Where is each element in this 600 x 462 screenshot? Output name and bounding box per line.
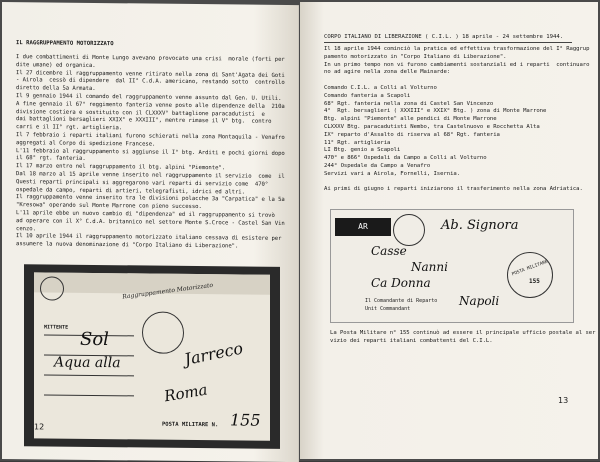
body-line: A fine gennaio il 67° reggimento fanteria venne posto alle dipendenze della 210a bbox=[16, 100, 285, 110]
handwriting-1: Sol bbox=[80, 328, 109, 351]
body-line: Il 17 marzo entro nel raggruppamento il btg. alpini "Piemonte". bbox=[16, 163, 226, 172]
body-line: Questi reparti principali si aggregarono vari reparti di servizio come 470° bbox=[16, 178, 269, 188]
posta-militare-label: POSTA MILITARE N. bbox=[162, 421, 219, 429]
body-line: divisione costiera e sostituito con il CLXXXV° battaglione paracadutisti e bbox=[16, 108, 265, 118]
body-line: CLXXXV Btg. paracadutisti Nembo, tra Castelnuovo e Rocchetta Alta bbox=[324, 124, 540, 130]
body-line: Il 7 febbraio i reparti italiani furono schierati nella zona Montaquila - Venafro bbox=[16, 132, 285, 141]
handwritten-number: 155 bbox=[230, 410, 261, 430]
body-line: Il 27 dicembre il raggruppamento venne ritirato nella zona di Sant'Agata dei Goti bbox=[16, 69, 285, 79]
body-line: Comando C.I.L. a Colli al Volturno bbox=[324, 85, 437, 91]
envelope-stamp-1 bbox=[393, 214, 425, 246]
envelope-unit-label: Unit Commandant bbox=[365, 306, 411, 312]
body-line: "Kresowa" operando sul Monte Marrone con pieno successo. bbox=[16, 202, 202, 211]
body-line: aggregati al Corpo di spedizione Francese. bbox=[16, 139, 156, 148]
left-page-number: 12 bbox=[34, 422, 45, 432]
body-line: Comando fanteria a Scapoli bbox=[324, 92, 411, 99]
envelope-sender-label: Il Comandante di Reparto bbox=[365, 298, 438, 304]
caption-line: La Posta Militare n° 155 continuò ad essere il principale ufficio postale al ser bbox=[330, 330, 596, 336]
envelope-posta-label: POSTA MILITARE bbox=[511, 259, 549, 278]
handwriting-4: Roma bbox=[162, 380, 209, 406]
right-page bbox=[300, 2, 598, 459]
body-line: 4° Rgt. bersaglieri ( XXXIII° e XXIX° Btg. ) zona di Monte Marrone bbox=[324, 108, 547, 115]
body-line: In un primo tempo non vi furono cambiamenti sostanziali ed i reparti continuaro bbox=[324, 61, 590, 68]
body-line: L'11 aprile ebbe un nuovo cambio di "dipendenza" ed il raggruppamento si trovò bbox=[16, 210, 275, 219]
envelope-handwriting: Napoli bbox=[459, 294, 500, 308]
airmail-label: AR bbox=[335, 218, 391, 236]
right-heading: CORPO ITALIANO DI LIBERAZIONE ( C.I.L. ) 18 aprile - 24 settembre 1944. bbox=[324, 34, 564, 40]
envelope-stamp-number: 155 bbox=[529, 278, 540, 285]
left-page bbox=[2, 2, 299, 462]
body-line: Dal 18 marzo al 15 aprile venne inserito nel raggruppamento il servizio come il bbox=[16, 171, 285, 180]
envelope-address-3: Nanni bbox=[411, 260, 448, 274]
postcard-photo bbox=[24, 264, 280, 449]
right-page-number: 13 bbox=[558, 396, 569, 405]
envelope-address-4: Ca Donna bbox=[371, 276, 431, 290]
body-line: I due combattimenti di Monte Lungo avevano provocato una crisi morale (forti per bbox=[16, 54, 285, 63]
left-heading: IL RAGGRUPPAMENTO MOTORIZZATO bbox=[16, 40, 114, 48]
body-line: dite umane) ed organica. bbox=[16, 61, 96, 69]
body-line: 244° Ospedale da Campo a Venafro bbox=[324, 163, 431, 169]
postmark-stamp-1 bbox=[40, 276, 64, 300]
body-line: Ai primi di giugno i reparti iniziarono il trasferimento nella zona Adriatica. bbox=[324, 186, 583, 193]
body-line: IX° reparto d'Assalto di riserva al 68° Rgt. fanteria bbox=[324, 131, 500, 138]
body-line: L'11 febbraio al raggruppamento si aggiunse il I° btg. Arditi e pochi giorni dopo bbox=[16, 147, 285, 157]
body-line: Il 9 gennaio 1944 il comando del raggruppamento venne assunto dal Gen. U. Utili. bbox=[16, 93, 282, 102]
body-line: pamento motorizzato in "Corpo Italiano di Liberazione". bbox=[324, 53, 507, 60]
postmark-stamp-2 bbox=[142, 311, 184, 353]
envelope-photo bbox=[330, 209, 574, 323]
body-line: Btg. alpini "Piemonte" alle pendici di Monte Marrone bbox=[324, 116, 497, 123]
body-line: assumere la nuova denominazione di "Corpo Italiano di Liberazione". bbox=[16, 241, 239, 250]
body-line: Servizi vari a Airola, Fornelli, Isernia. bbox=[324, 170, 461, 177]
envelope-address-1: Ab. Signora bbox=[441, 218, 519, 233]
body-line: cenzo. bbox=[16, 225, 36, 232]
body-line: ad operare con il X° C.d.A. britannico nel settore Monte S.Croce - Castel San Vin bbox=[16, 217, 285, 227]
caption-line: vizio dei reparti italiani combattenti del C.I.L. bbox=[330, 337, 493, 344]
postcard bbox=[34, 272, 270, 440]
body-line: 11° Rgt. artiglieria bbox=[324, 139, 391, 146]
body-line: ospedale da campo, reparti di artieri, telegrafisti, idrici ed altri. bbox=[16, 186, 245, 196]
body-line: 68° Rgt. fanteria nella zona di Castel San Vincenzo bbox=[324, 100, 494, 107]
body-line: dai battaglioni bersaglieri XXIX° e XXXIII°, mentre rimase il V° btg. contro bbox=[16, 116, 272, 126]
body-line: - Airola cessò di dipendere dal II° C.d.A. americano, restando sotto controllo bbox=[16, 77, 285, 87]
left-body-text bbox=[2, 2, 298, 250]
body-line: diretto della 5a Armata. bbox=[16, 85, 96, 93]
envelope-address-2: Casse bbox=[371, 244, 407, 258]
body-line: no ad agire nella zona delle Mainarde: bbox=[324, 69, 451, 76]
body-line: LI Btg. genio a Scapoli bbox=[324, 147, 401, 154]
body-line: 470° e 866° Ospedali da Campo a Colli al Volturno bbox=[324, 155, 487, 162]
body-line: Il 18 aprile 1944 cominciò la pratica ed effettiva trasformazione del I° Raggrup bbox=[324, 46, 590, 52]
handwriting-3: Jarreco bbox=[182, 338, 245, 369]
body-line: Il raggruppamento venne inserito tra le divisioni polacche 3a "Carpatica" e la 5a bbox=[16, 194, 285, 204]
body-line: Il 10 aprile 1944 il raggruppamento motorizzato italiano cessava di esistere per bbox=[16, 233, 282, 243]
body-line: carri e il II° rgt. artiglieria. bbox=[16, 124, 123, 132]
card-stamp-text: Raggruppamento Motorizzato bbox=[121, 281, 214, 301]
mittente-label: MITTENTE bbox=[44, 324, 69, 331]
handwriting-2: Aqua alla bbox=[54, 354, 121, 372]
body-line: il 68° rgt. fanteria. bbox=[16, 155, 86, 163]
